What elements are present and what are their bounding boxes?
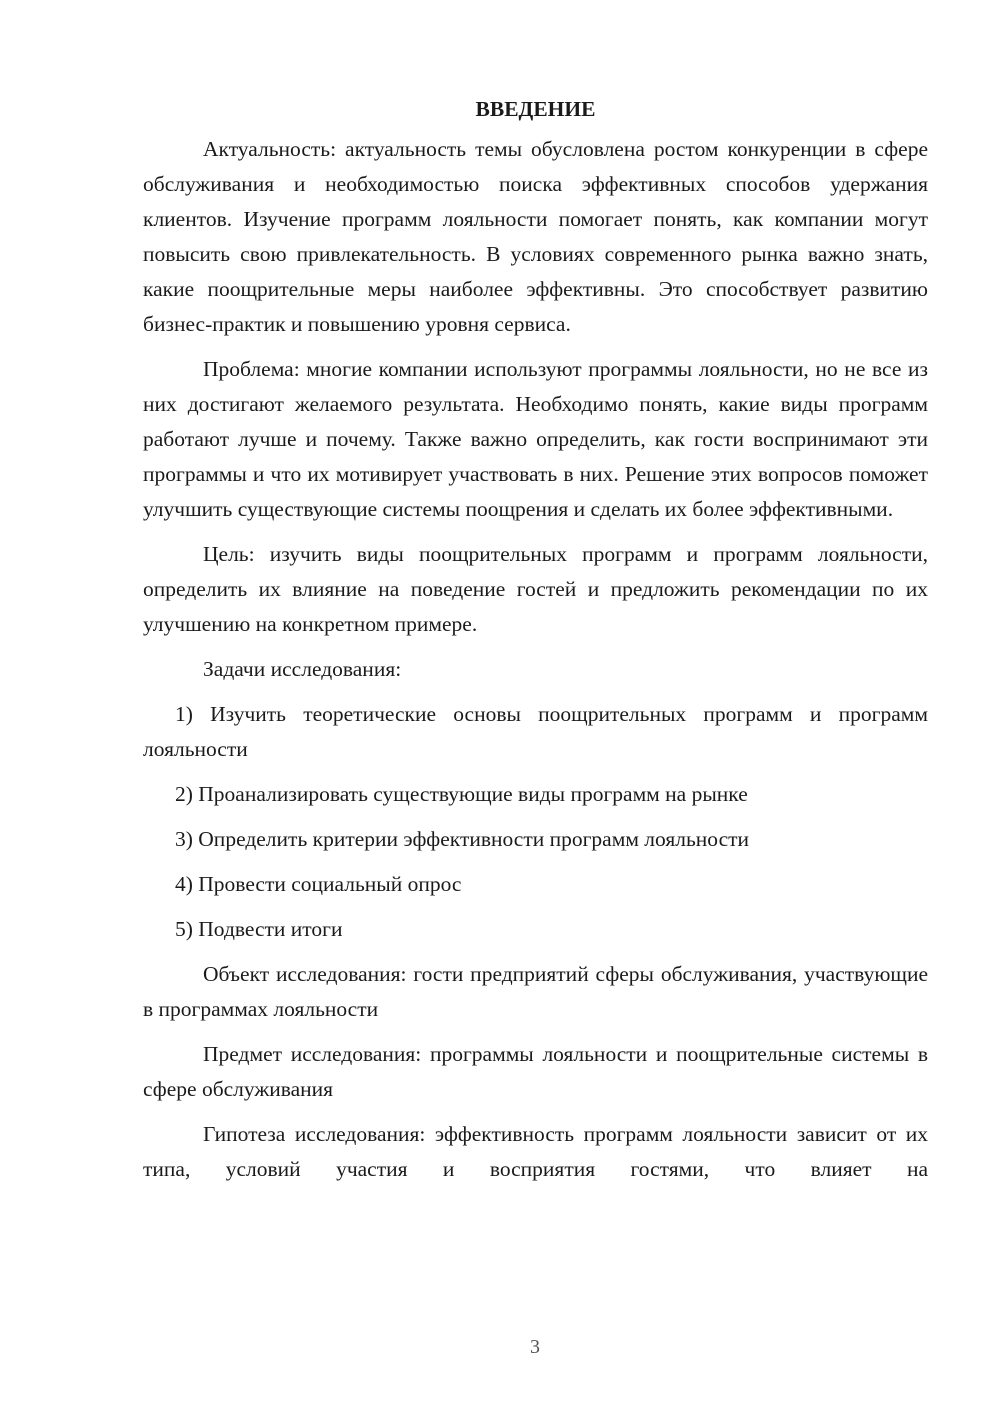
section-title: ВВЕДЕНИЕ xyxy=(475,97,596,121)
page-number: 3 xyxy=(530,1336,540,1358)
paragraph-object: Объект исследования: гости предприятий сферы обслуживания, участвующие в программах лояльности xyxy=(143,962,928,1021)
paragraph-hypothesis: Гипотеза исследования: эффективность программ лояльности зависит от их типа, условий участия и восприятия гостями, что влияет на xyxy=(143,1122,928,1181)
task-item-2: 2) Проанализировать существующие виды программ на рынке xyxy=(175,782,748,806)
paragraph-problem: Проблема: многие компании используют программы лояльности, но не все из них достигают желаемого результата. Необходимо понять, какие виды программ работают лучше и почему. Также важно определить, как гости воспринимают эти программы и что их мотивирует участвовать в них. Решение этих вопросов поможет улучшить существующие системы поощрения и сделать их более эффективными. xyxy=(143,357,928,521)
task-item-4: 4) Провести социальный опрос xyxy=(175,872,462,896)
task-item-3: 3) Определить критерии эффективности программ лояльности xyxy=(175,827,750,851)
paragraph-subject: Предмет исследования: программы лояльности и поощрительные системы в сфере обслуживания xyxy=(143,1042,928,1101)
paragraph-relevance: Актуальность: актуальность темы обусловлена ростом конкуренции в сфере обслуживания и необходимостью поиска эффективных способов удержания клиентов. Изучение программ лояльности помогает понять, как компании могут повысить свою привлекательность. В условиях современного рынка важно знать, какие поощрительные меры наиболее эффективны. Это способствует развитию бизнес-практик и повышению уровня сервиса. xyxy=(143,137,928,336)
task-item-1: 1) Изучить теоретические основы поощрительных программ и программ лояльности xyxy=(143,702,928,761)
document-page xyxy=(143,92,928,1197)
task-item-5: 5) Подвести итоги xyxy=(175,917,343,941)
paragraph-tasks-heading: Задачи исследования: xyxy=(203,657,402,681)
paragraph-goal: Цель: изучить виды поощрительных программ и программ лояльности, определить их влияние на поведение гостей и предложить рекомендации по их улучшению на конкретном примере. xyxy=(143,542,928,636)
